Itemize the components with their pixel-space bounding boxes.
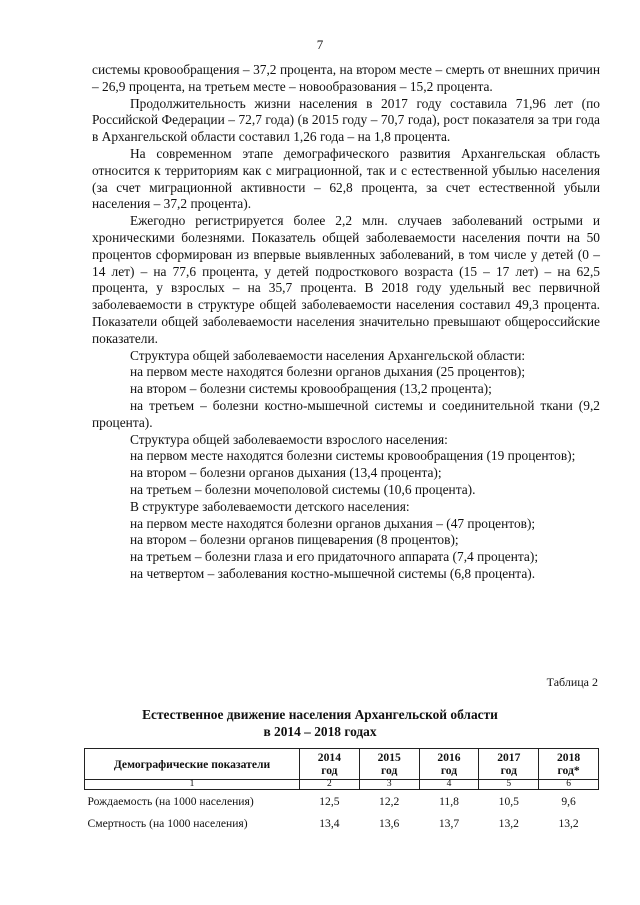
table-header-row — [85, 749, 599, 780]
list-item: на первом месте находятся болезни системы кровообращения (19 процентов); — [130, 448, 576, 464]
header-indicator: Демографические показатели — [85, 749, 300, 780]
list-item: на третьем – болезни мочеполовой системы (10,6 процента). — [130, 481, 476, 497]
body-text — [92, 62, 600, 583]
list-item: на третьем – болезни глаза и его придаточного аппарата (7,4 процента); — [130, 549, 539, 565]
cell-value: 13,2 — [498, 816, 519, 830]
row-label: Рождаемость (на 1000 населения) — [87, 794, 254, 808]
list-item: на четвертом – заболевания костно-мышечной системы (6,8 процента). — [130, 565, 536, 581]
header-year: 2018 год* — [539, 749, 599, 780]
header-year: 2014 год — [300, 749, 360, 780]
table-row — [85, 812, 599, 834]
table-title — [0, 706, 640, 740]
column-number: 3 — [359, 780, 419, 790]
cell-value: 10,5 — [498, 794, 519, 808]
table-title-line: Естественное движение населения Архангельской области — [142, 707, 498, 722]
paragraph: Продолжительность жизни населения в 2017 году составила 71,96 лет (по Российской Федерации – 72,7 года) (в 2015 году – 70,7 года), рост показателя за три года в Архангельской области составил 1,26 года – на 1,8 процента. — [92, 95, 600, 145]
list-heading: Структура общей заболеваемости взрослого населения: — [130, 431, 448, 447]
cell-value: 12,5 — [319, 794, 340, 808]
demographics-table — [84, 748, 599, 834]
column-number: 5 — [479, 780, 539, 790]
cell-value: 13,4 — [319, 816, 340, 830]
column-number: 4 — [419, 780, 479, 790]
table-row — [85, 790, 599, 813]
column-number: 6 — [539, 780, 599, 790]
cell-value: 11,8 — [439, 794, 459, 808]
list-item: на первом месте находятся болезни органов дыхания – (47 процентов); — [130, 515, 536, 531]
cell-value: 12,2 — [379, 794, 400, 808]
cell-value: 13,2 — [558, 816, 579, 830]
list-item: на первом месте находятся болезни органов дыхания (25 процентов); — [130, 364, 526, 380]
list-item: на втором – болезни системы кровообращения (13,2 процента); — [130, 381, 492, 397]
column-number: 1 — [85, 780, 300, 790]
paragraph: На современном этапе демографического развития Архангельская область относится к территориям как с миграционной, так и с естественной убылью населения (за счет миграционной активности – 62,8 процента, за счет естественной убыли населения – 37,2 процента). — [92, 145, 600, 212]
header-year: 2017 год — [479, 749, 539, 780]
header-year: 2016 год — [419, 749, 479, 780]
cell-value: 13,6 — [379, 816, 400, 830]
paragraph: Ежегодно регистрируется более 2,2 млн. случаев заболеваний острыми и хроническими болезнями. Показатель общей заболеваемости населения почти на 50 процентов сформирован из впервые выявленных заболеваний, в том числе у детей (0 – 14 лет) – на 77,6 процента, у детей подросткового возраста (15 – 17 лет) – на 62,5 процента, у взрослых – на 35,7 процента. В 2018 году удельный вес первичной заболеваемости в структуре общей заболеваемости населения составил 49,3 процента. Показатели общей заболеваемости населения значительно превышают общероссийские показатели. — [92, 213, 600, 346]
page-number: 7 — [316, 37, 324, 52]
list-heading: В структуре заболеваемости детского населения: — [130, 498, 410, 514]
table-label: Таблица 2 — [546, 675, 598, 689]
header-year: 2015 год — [359, 749, 419, 780]
column-number: 2 — [300, 780, 360, 790]
row-label: Смертность (на 1000 населения) — [87, 816, 248, 830]
cell-value: 9,6 — [561, 794, 576, 808]
column-number-row — [85, 780, 599, 790]
list-heading: Структура общей заболеваемости населения Архангельской области: — [130, 347, 526, 363]
list-item: на третьем – болезни костно-мышечной системы и соединительной ткани (9,2 процента). — [92, 397, 600, 430]
paragraph: системы кровообращения – 37,2 процента, на втором месте – смерть от внешних причин – 26,9 процента, на третьем месте – новообразования – 15,2 процента. — [92, 62, 600, 94]
cell-value: 13,7 — [438, 816, 460, 830]
list-item: на втором – болезни органов дыхания (13,4 процента); — [130, 465, 442, 481]
table-title-line: в 2014 – 2018 годах — [263, 724, 377, 739]
list-item: на втором – болезни органов пищеварения (8 процентов); — [130, 532, 459, 548]
